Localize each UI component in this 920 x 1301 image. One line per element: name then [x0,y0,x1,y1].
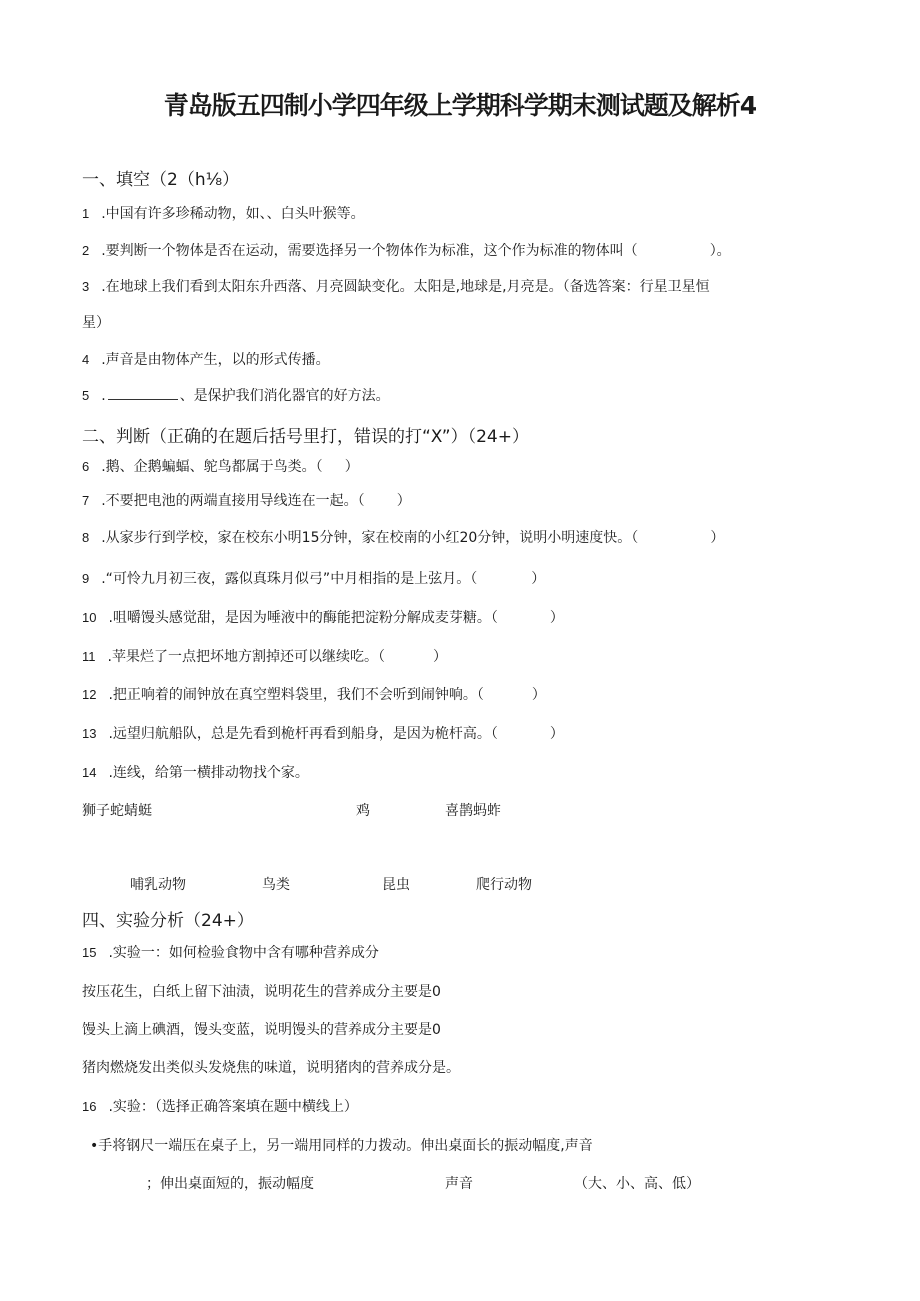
section-heading-experiment: 四、实验分析（24+） [82,911,254,931]
question-text: .远望归航船队，总是先看到桅杆再看到船身，是因为桅杆高。（ [108,726,498,742]
question-text: .把正响着的闹钟放在真空塑料袋里，我们不会听到闹钟响。（ [108,687,484,703]
question-text: .连线，给第一横排动物找个家。 [108,765,309,781]
section-heading-true-false: 二、判断（正确的在题后括号里打，错误的打“X”）（24+） [82,427,529,447]
experiment-answer-options: （大、小、高、低） [574,1176,700,1192]
answer-blank [108,387,178,400]
experiment-ruler-line-1: •手将钢尺一端压在桌子上，另一端用同样的力拨动。伸出桌面长的振动幅度,声音 [90,1138,593,1154]
page-title: 青岛版五四制小学四年级上学期科学期末测试题及解析4 [163,91,757,120]
question-text: .鹅、企鹅蝙蝠、鸵鸟都属于鸟类。（ [101,459,323,475]
question-paren-close: ） [396,493,411,509]
experiment-line-pork: 猪肉燃烧发出类似头发烧焦的味道，说明猪肉的营养成分是。 [82,1060,460,1076]
question-text: .苹果烂了一点把坏地方割掉还可以继续吃。（ [107,649,385,665]
question-text: .“可怜九月初三夜，露似真珠月似弓”中月相指的是上弦月。（ [101,571,478,587]
experiment-ruler-line-2b: 声音 [445,1176,473,1192]
question-text: .咀嚼馒头感觉甜，是因为唾液中的酶能把淀粉分解成麦芽糖。（ [108,610,498,626]
question-15 [82,942,379,962]
question-9 [82,568,545,588]
question-paren-close: ）。 [709,243,731,259]
question-11 [82,646,447,666]
question-number: 15 [82,945,97,960]
question-number: 12 [82,687,97,702]
question-paren-close: ） [549,726,564,742]
question-text: .声音是由物体产生，以的形式传播。 [101,352,330,368]
question-6 [82,456,359,476]
question-7 [82,490,411,510]
question-number: 11 [82,649,96,664]
question-number: 3 [82,279,90,294]
question-12 [82,684,546,704]
question-text: .中国有许多珍稀动物，如、、白头叶猴等。 [101,206,365,222]
experiment-ruler-line-2a: ；伸出桌面短的，振动幅度 [146,1176,314,1192]
question-3-continuation: 星） [82,315,110,331]
category-mammal: 哺乳动物 [130,877,186,893]
question-8 [82,527,724,547]
question-paren-close: ） [432,649,447,665]
question-14 [82,762,309,782]
animal-group-3: 喜鹊蚂蚱 [445,803,501,819]
question-text: .不要把电池的两端直接用导线连在一起。（ [101,493,365,509]
question-number: 2 [82,243,90,258]
question-text: .要判断一个物体是否在运动，需要选择另一个物体作为标准，这个作为标准的物体叫（ [101,243,638,259]
question-text: .实验：（选择正确答案填在题中横线上） [108,1099,358,1115]
question-4 [82,349,330,369]
category-bird: 鸟类 [262,877,290,893]
question-paren-close: ） [531,687,546,703]
category-insect: 昆虫 [382,877,410,893]
question-text: 、是保护我们消化器官的好方法。 [179,388,390,404]
experiment-line-peanut: 按压花生，白纸上留下油渍，说明花生的营养成分主要是0 [82,984,441,1000]
category-reptile: 爬行动物 [476,877,532,893]
question-16 [82,1096,358,1116]
question-number: 5 [82,388,90,403]
question-paren-close: ） [344,459,359,475]
question-paren-close: ） [549,610,564,626]
question-paren-close: ） [531,571,546,587]
question-number: 8 [82,530,90,545]
question-number: 7 [82,493,90,508]
question-number: 1 [82,206,90,221]
question-number: 6 [82,459,90,474]
question-1 [82,203,365,223]
question-number: 13 [82,726,97,741]
question-2 [82,240,731,260]
question-text: .从家步行到学校，家在校东小明15分钟，家在校南的小红20分钟，说明小明速度快。（ [101,530,639,546]
question-10 [82,607,564,627]
question-number: 10 [82,610,97,625]
section-heading-fill-in: 一、填空（2（h⅛） [82,170,240,190]
question-13 [82,723,564,743]
question-text: .在地球上我们看到太阳东升西落、月亮圆缺变化。太阳是,地球是,月亮是。（备选答案：行星卫星恒 [101,279,710,295]
question-paren-close: ） [710,530,725,546]
question-number: 16 [82,1099,97,1114]
question-3 [82,276,710,296]
question-prefix: . [101,388,106,404]
experiment-line-bread: 馒头上滴上碘酒，馒头变蓝，说明馒头的营养成分主要是0 [82,1022,441,1038]
animal-group-1: 狮子蛇蜻蜓 [82,803,152,819]
question-number: 14 [82,765,97,780]
question-5 [82,385,390,405]
question-number: 9 [82,571,90,586]
animal-group-2: 鸡 [356,803,370,819]
question-text: .实验一：如何检验食物中含有哪种营养成分 [108,945,379,961]
question-number: 4 [82,352,90,367]
